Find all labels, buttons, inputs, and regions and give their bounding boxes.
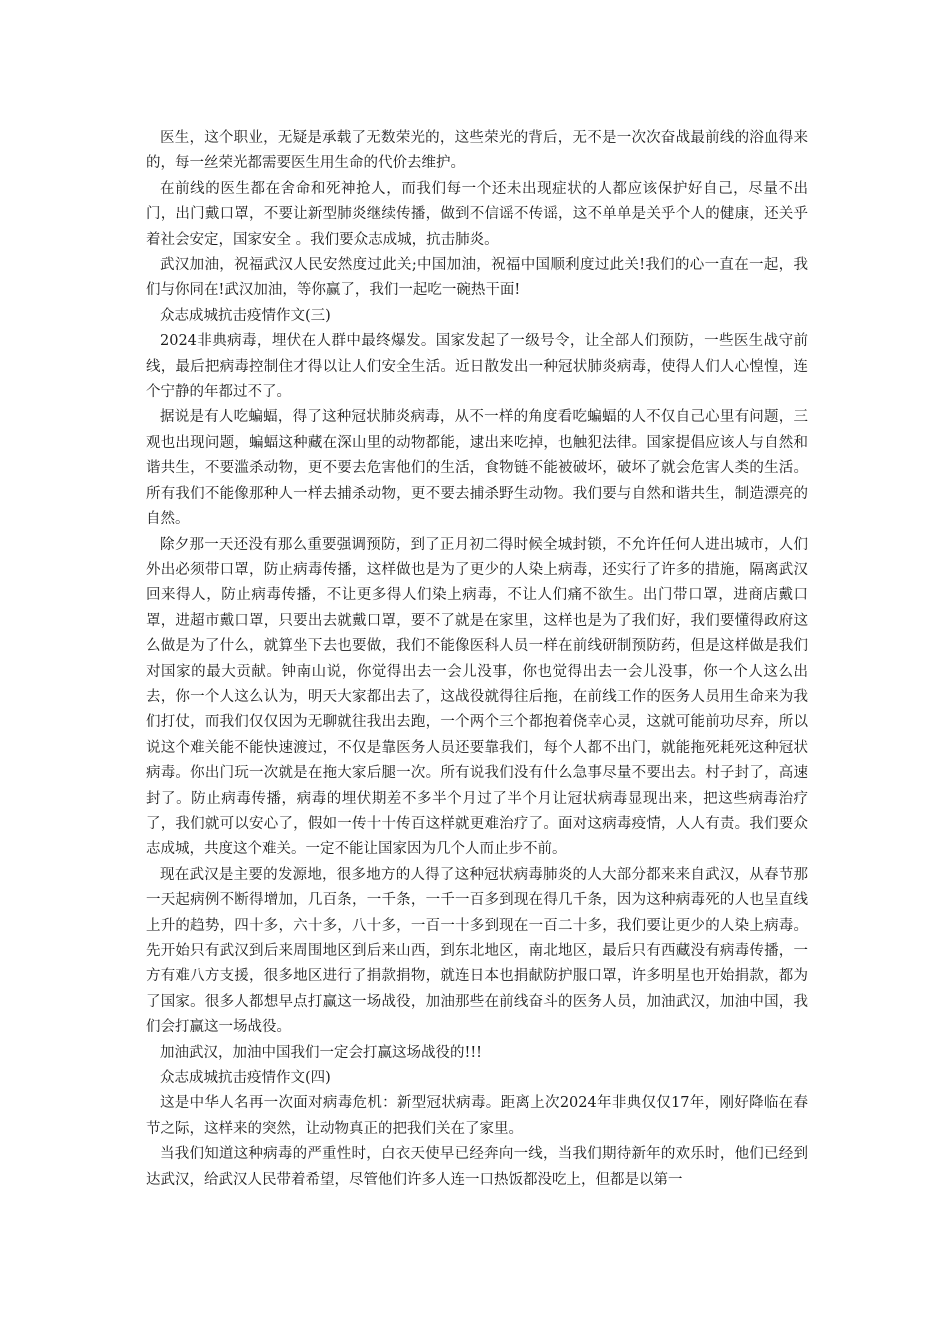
paragraph-lockdown-masks: 除夕那一天还没有那么重要强调预防，到了正月初二得时候全城封锁，不允许任何人进出城市，人们外出必须带口罩，防止病毒传播，这样做也是为了更少的人染上病毒，还实行了许多的措施，隔离武汉回来得人，防止病毒传播，不让更多得人们染上病毒，不让人们痛不欲生。出门带口罩，进商店戴口罩，进超市戴口罩，只要出去就戴口罩，要不了就是在家里，这样也是为了我们好，我们要懂得政府这么做是为了什么，就算坐下去也要做，我们不能像医科人员一样在前线研制预防药，但是这样做是我们对国家的最大贡献。钟南山说，你觉得出去一会儿没事，你也觉得出去一会儿没事，你一个人这么出去，你一个人这么认为，明天大家都出去了，这战役就得往后拖，在前线工作的医务人员用生命来为我们打仗，而我们仅仅因为无聊就往我出去跑，一个两个三个都抱着侥幸心灵，这就可能前功尽弃，所以说这个难关能不能快速渡过，不仅是靠医务人员还要靠我们，每个人都不出门，就能拖死耗死这种冠状病毒。你出门玩一次就是在拖大家后腿一次。所有说我们没有什么急事尽量不要出去。村子封了，高速封了。防止病毒传播，病毒的埋伏期差不多半个月过了半个月让冠状病毒显现出来，把这些病毒治疗了，我们就可以安心了，假如一传十十传百这样就更难治疗了。面对这病毒疫情，人人有责。我们要众志成城，共度这个难关。一定不能让国家因为几个人而止步不前。 xyxy=(146,536,808,858)
paragraph-cheer-slogan: 加油武汉，加油中国我们一定会打赢这场战役的!!! xyxy=(160,1044,482,1061)
paragraph-frontline-protection: 在前线的医生都在舍命和死神抢人，而我们每一个还未出现症状的人都应该保护好自己，尽量不出门，出门戴口罩，不要让新型肺炎继续传播，做到不信谣不传谣，这不单单是关乎个人的健康，还关乎着社会安定，国家安全 。我们要众志成城，抗击肺炎。 xyxy=(146,180,808,248)
paragraph-white-angels: 当我们知道这种病毒的严重性时，白衣天使早已经奔向一线，当我们期待新年的欢乐时，他们已经到达武汉，给武汉人民带着希望，尽管他们许多人连一口热饭都没吃上，但都是以第一 xyxy=(146,1146,808,1188)
essay-heading-three: 众志成城抗击疫情作文(三) xyxy=(160,307,331,324)
document-body xyxy=(146,126,808,1193)
paragraph-sars-history: 2024非典病毒，埋伏在人群中最终爆发。国家发起了一级号令，让全部人们预防，一些医生战守前线，最后把病毒控制住才得以让人们安全生活。近日散发出一种冠状肺炎病毒，使得人们人心惶惶，连个宁静的年都过不了。 xyxy=(146,333,808,401)
essay-heading-four: 众志成城抗击疫情作文(四) xyxy=(160,1070,331,1087)
paragraph-bat-eating: 据说是有人吃蝙蝠，得了这种冠状肺炎病毒，从不一样的角度看吃蝙蝠的人不仅自己心里有问题，三观也出现问题，蝙蝠这种藏在深山里的动物都能，逮出来吃掉，也触犯法律。国家提倡应该人与自然和谐共生，不要滥杀动物，更不要去危害他们的生活，食物链不能被破坏，破坏了就会危害人类的生活。所有我们不能像那种人一样去捕杀动物，更不要去捕杀野生动物。我们要与自然和谐共生，制造漂亮的自然。 xyxy=(146,409,808,528)
paragraph-doctor-honor: 医生，这个职业，无疑是承载了无数荣光的，这些荣光的背后，无不是一次次奋战最前线的浴血得来的，每一丝荣光都需要医生用生命的代价去维护。 xyxy=(146,130,808,172)
paragraph-wuhan-cheer: 武汉加油，祝福武汉人民安然度过此关;中国加油，祝福中国顺利度过此关!我们的心一直在一起，我们与你同在!武汉加油，等你赢了，我们一起吃一碗热干面! xyxy=(146,257,808,299)
paragraph-wuhan-source: 现在武汉是主要的发源地，很多地方的人得了这种冠状病毒肺炎的人大部分都来来自武汉，从春节那一天起病例不断得增加，几百条，一千条，一千一百多到现在得几千条，因为这种病毒死的人也呈直线上升的趋势，四十多，六十多，八十多，一百一十多到现在一百二十多，我们要让更少的人染上病毒。先开始只有武汉到后来周围地区到后来山西，到东北地区，南北地区，最后只有西藏没有病毒传播，一方有难八方支援，很多地区进行了捐款捐物，就连日本也捐献防护服口罩，许多明星也开始捐款，都为了国家。很多人都想早点打赢这一场战役，加油那些在前线奋斗的医务人员，加油武汉，加油中国，我们会打赢这一场战役。 xyxy=(146,866,808,1036)
paragraph-new-virus: 这是中华人名再一次面对病毒危机：新型冠状病毒。距离上次2024年非典仅仅17年，刚好降临在春节之际，这样来的突然，让动物真正的把我们关在了家里。 xyxy=(146,1095,808,1137)
